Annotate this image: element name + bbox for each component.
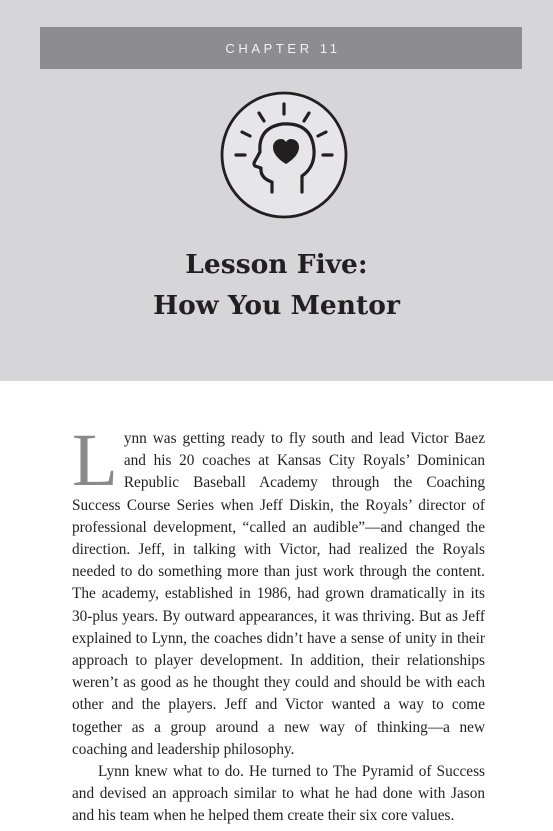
chapter-label: CHAPTER 11	[225, 40, 341, 56]
head-heart-idea-icon	[218, 88, 350, 220]
lesson-title-line-2: How You Mentor	[153, 290, 400, 321]
lesson-title	[0, 244, 553, 326]
chapter-header	[0, 0, 553, 381]
drop-cap: L	[72, 419, 118, 502]
paragraph-1	[72, 419, 485, 761]
paragraph-1-text: ynn was getting ready to fly south and lead Victor Baez and his 20 coaches at Kansas City Royals’ Dominican Republic Baseball Academy through the Coaching Success Course Series when Jeff Diskin, the Royals’ director of professional development, “called an audible”—and changed the direction. Jeff, in talking with Victor, had realized the Royals needed to do something more than just work through the content. The academy, established in 1986, had grown dramatically in its 30-plus years. By outward appearances, it was thriving. But as Jeff explained to Lynn, the coaches didn’t have a sense of unity in their approach to player development. In addition, their relationships weren’t as good as he thought they could and should be with each other and the players. Jeff and Victor wanted a way to come together as a group around a new way of thinking—a new coaching and leadership philosophy.	[72, 430, 485, 758]
chapter-bar	[40, 27, 522, 69]
lesson-title-line-1: Lesson Five:	[185, 249, 368, 280]
paragraph-2: Lynn knew what to do. He turned to The Pyramid of Success and devised an approach similar to what he had done with Jason and his team when he helped them create their six core values.	[72, 763, 485, 825]
body-text	[72, 419, 485, 828]
